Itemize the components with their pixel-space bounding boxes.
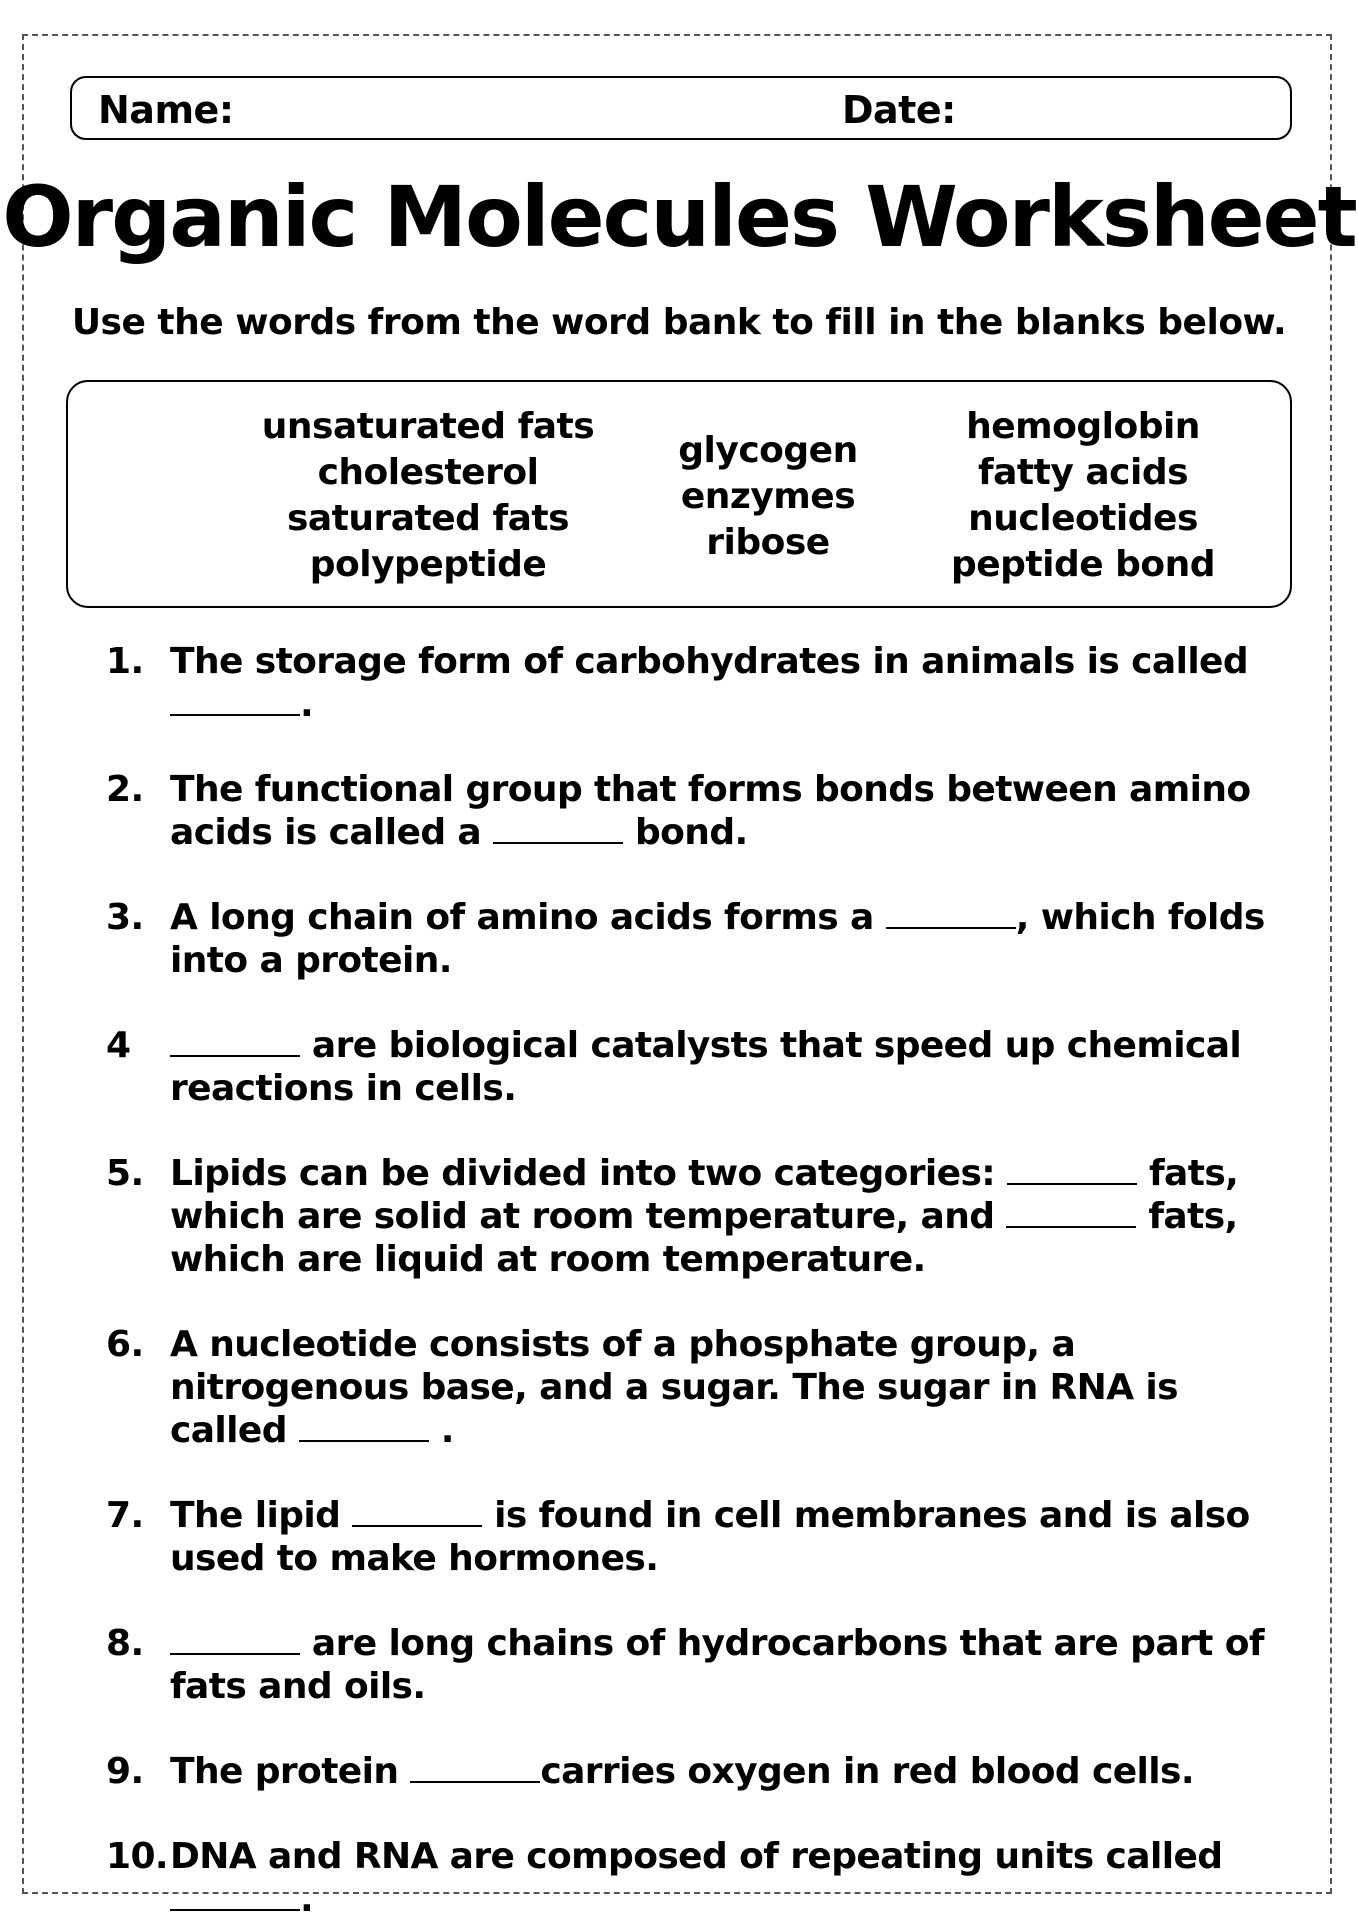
question-text-part: fats, which are liquid at room temperature. [170, 1196, 1238, 1280]
question-number: 9. [106, 1751, 144, 1792]
word-bank-column-1 [188, 404, 668, 588]
question-text-part: , which folds into a protein. [170, 897, 1265, 981]
question-text [170, 1750, 1276, 1793]
question-number: 4 [106, 1025, 131, 1066]
question-text-part: fats, which are solid at room temperature, and [170, 1153, 1239, 1237]
word-bank-term: unsaturated fats [261, 406, 595, 447]
question-3 [106, 896, 1276, 982]
answer-blank[interactable] [170, 1625, 300, 1655]
instructions: Use the words from the word bank to fill in the blanks below. [71, 302, 1287, 343]
date-label: Date: [842, 88, 956, 132]
question-number: 10. [106, 1836, 168, 1877]
word-bank [66, 380, 1292, 608]
question-text-part: . [300, 684, 314, 725]
word-bank-term: fatty acids [977, 452, 1189, 493]
question-number: 5. [106, 1153, 144, 1194]
question-text-part: carries oxygen in red blood cells. [540, 1751, 1194, 1792]
word-bank-term: polypeptide [309, 544, 547, 585]
word-bank-term: glycogen [678, 430, 858, 471]
question-9 [106, 1750, 1276, 1793]
question-number: 2. [106, 769, 144, 810]
question-10 [106, 1835, 1276, 1921]
answer-blank[interactable] [170, 686, 300, 716]
question-text-part: . [300, 1879, 314, 1920]
question-text [170, 640, 1276, 726]
word-bank-term: cholesterol [317, 452, 539, 493]
question-text-part: A nucleotide consists of a phosphate group, a nitrogenous base, and a sugar. The sugar in RNA is called [170, 1324, 1178, 1451]
question-text-part: bond. [623, 812, 748, 853]
question-text-part: The lipid [170, 1495, 353, 1536]
word-bank-term: ribose [706, 522, 830, 563]
question-number: 7. [106, 1495, 144, 1536]
question-1 [106, 640, 1276, 726]
question-text [170, 896, 1276, 982]
question-text-part: Lipids can be divided into two categories: [170, 1153, 1008, 1194]
answer-blank[interactable] [410, 1753, 540, 1783]
question-text [170, 768, 1276, 854]
question-number: 1. [106, 641, 144, 682]
question-text-part: . [428, 1410, 454, 1451]
question-text-part: is found in cell membranes and is also used to make hormones. [170, 1495, 1250, 1579]
word-bank-column-3 [868, 404, 1298, 588]
word-bank-term: saturated fats [286, 498, 570, 539]
answer-blank[interactable] [170, 1881, 300, 1911]
word-bank-term: peptide bond [950, 544, 1216, 585]
question-number: 3. [106, 897, 144, 938]
question-text [170, 1622, 1276, 1708]
answer-blank[interactable] [170, 1027, 300, 1057]
question-text-part: The protein [170, 1751, 411, 1792]
question-6 [106, 1323, 1276, 1452]
question-text-part: A long chain of amino acids forms a [170, 897, 886, 938]
question-list [106, 640, 1276, 1921]
word-bank-term: enzymes [680, 476, 856, 517]
question-text-part: are long chains of hydrocarbons that are part of fats and oils. [170, 1623, 1264, 1707]
question-number: 8. [106, 1623, 144, 1664]
answer-blank[interactable] [493, 814, 623, 844]
question-7 [106, 1494, 1276, 1580]
question-text-part: DNA and RNA are composed of repeating units called [170, 1836, 1223, 1877]
question-text-part: The functional group that forms bonds between amino acids is called a [170, 769, 1251, 853]
answer-blank[interactable] [299, 1412, 429, 1442]
name-label: Name: [98, 88, 234, 132]
question-number: 6. [106, 1324, 144, 1365]
name-date-box [70, 76, 1292, 140]
question-text [170, 1494, 1276, 1580]
word-bank-term: nucleotides [968, 498, 1198, 539]
question-5 [106, 1152, 1276, 1281]
answer-blank[interactable] [352, 1497, 482, 1527]
question-8 [106, 1622, 1276, 1708]
question-text-part: are biological catalysts that speed up chemical reactions in cells. [170, 1025, 1242, 1109]
answer-blank[interactable] [1006, 1198, 1136, 1228]
question-text [170, 1323, 1276, 1452]
question-4 [106, 1024, 1276, 1110]
question-text [170, 1152, 1276, 1281]
question-2 [106, 768, 1276, 854]
answer-blank[interactable] [886, 899, 1016, 929]
answer-blank[interactable] [1007, 1155, 1137, 1185]
word-bank-term: hemoglobin [966, 406, 1200, 447]
question-text [170, 1835, 1276, 1921]
worksheet-title: Organic Molecules Worksheet [2, 168, 1356, 266]
question-text [170, 1024, 1276, 1110]
question-text-part: The storage form of carbohydrates in animals is called [170, 641, 1249, 682]
